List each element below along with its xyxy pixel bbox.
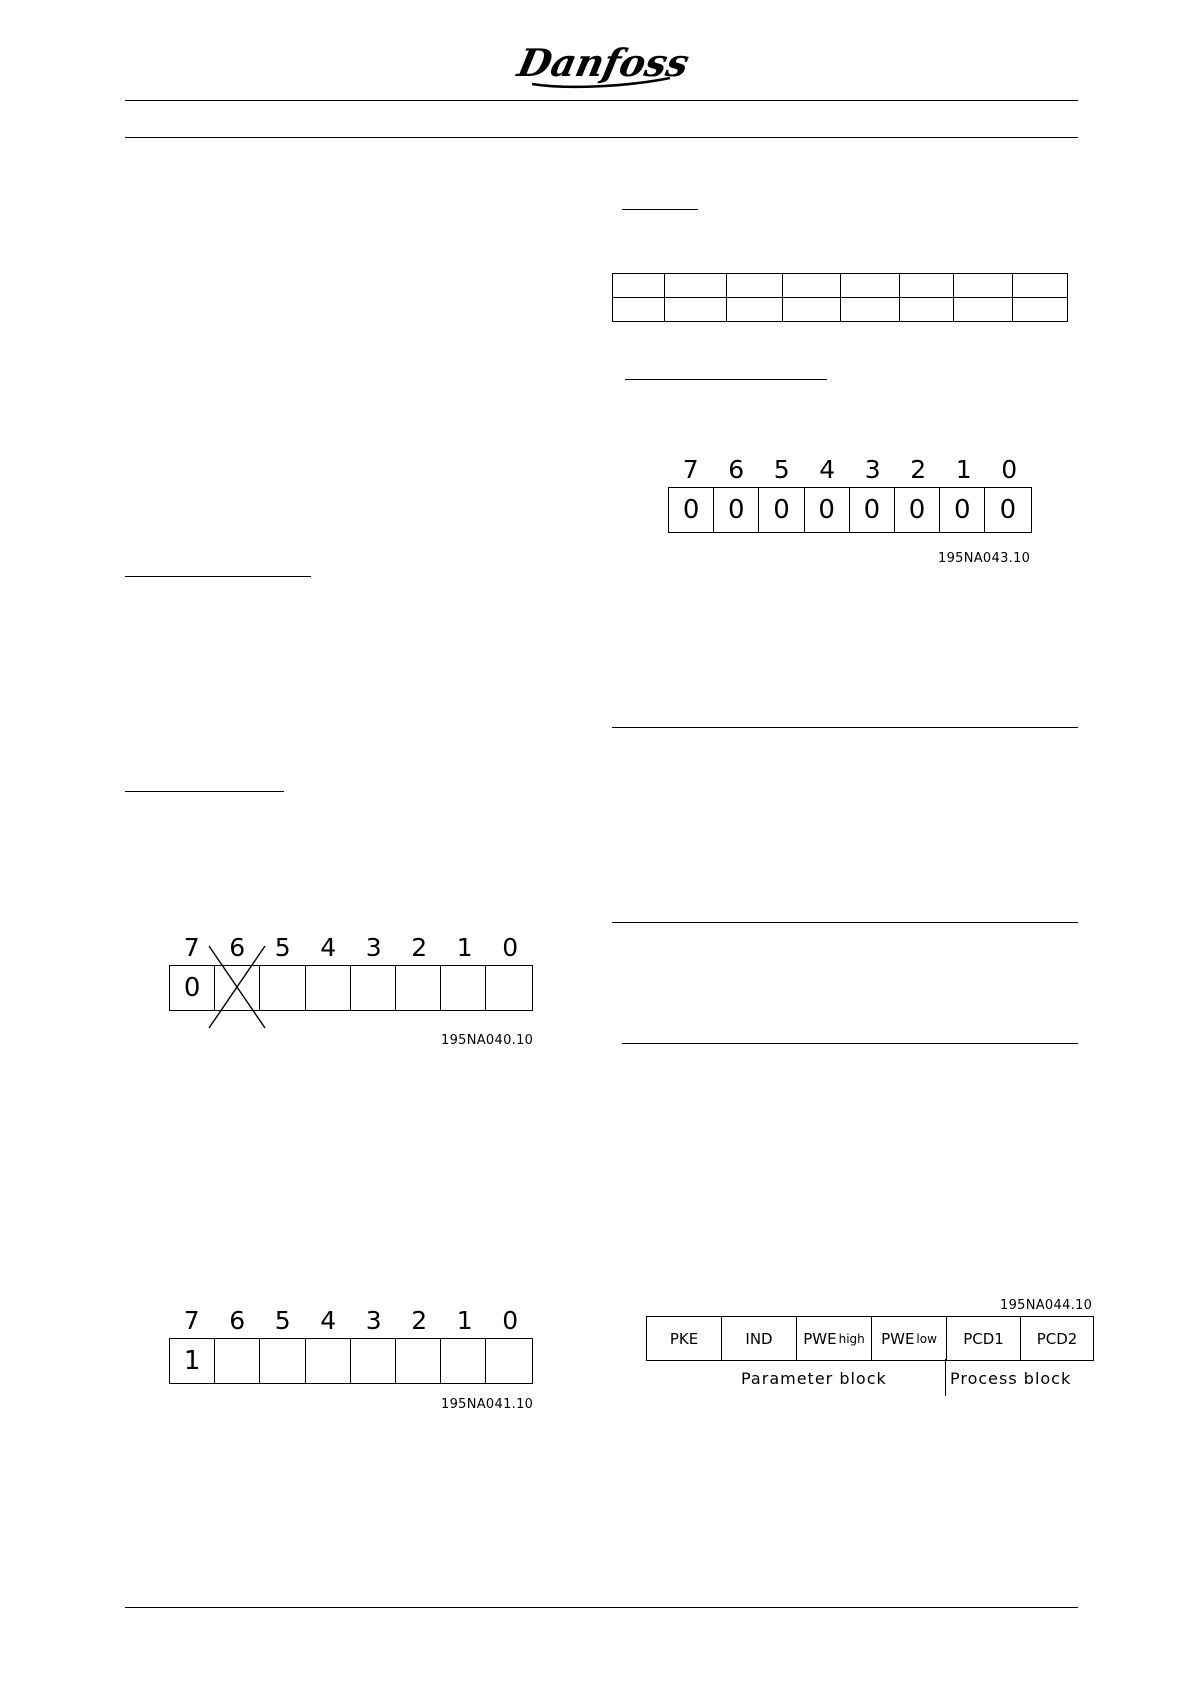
bit-number: 3 xyxy=(365,933,382,962)
bit-cell xyxy=(306,1339,351,1383)
bit-cell: 0 xyxy=(170,966,215,1010)
telegram-cell-pcd1 xyxy=(947,1317,1021,1360)
bit-number: 6 xyxy=(229,1306,246,1335)
block-divider xyxy=(945,1359,946,1396)
cell-sublabel: high xyxy=(838,1331,865,1346)
bit-cell xyxy=(396,1339,441,1383)
bit-diagram-041 xyxy=(169,1306,533,1436)
cell-label: PWE xyxy=(881,1329,915,1348)
footer-rule xyxy=(125,1607,1078,1608)
bit-number: 2 xyxy=(411,1306,428,1335)
cell-label: PCD2 xyxy=(1036,1329,1078,1348)
bit-cell: 0 xyxy=(714,488,759,532)
heading-underline xyxy=(125,576,311,577)
cell-label: PKE xyxy=(669,1329,699,1348)
bit-number: 4 xyxy=(320,933,337,962)
heading-underline xyxy=(622,209,698,210)
bit-cell xyxy=(351,1339,396,1383)
bit-cell xyxy=(486,966,531,1010)
bit-number: 2 xyxy=(910,455,927,484)
bit-cell-crossed xyxy=(215,966,260,1010)
bit-number: 4 xyxy=(819,455,836,484)
bit-cell: 0 xyxy=(669,488,714,532)
cell-label: PWE xyxy=(803,1329,837,1348)
bit-number: 0 xyxy=(502,1306,519,1335)
bit-cell: 0 xyxy=(850,488,895,532)
bit-cell: 0 xyxy=(759,488,804,532)
bit-number: 6 xyxy=(728,455,745,484)
bit-box-row xyxy=(169,965,533,1011)
bit-cell xyxy=(306,966,351,1010)
table-row xyxy=(613,274,1068,298)
bit-number: 7 xyxy=(682,455,699,484)
bit-number: 0 xyxy=(502,933,519,962)
bit-number: 7 xyxy=(183,1306,200,1335)
figure-code: 195NA040.10 xyxy=(441,1033,534,1048)
section-rule xyxy=(612,922,1078,923)
section-rule xyxy=(612,727,1078,728)
bit-diagram-040 xyxy=(169,933,533,1063)
figure-code: 195NA041.10 xyxy=(441,1397,534,1412)
bit-box-row xyxy=(169,1338,533,1384)
bit-number: 1 xyxy=(456,1306,473,1335)
bit-number: 1 xyxy=(955,455,972,484)
svg-text:Danfoss: Danfoss xyxy=(513,41,693,86)
cell-sublabel: low xyxy=(916,1331,937,1346)
blank-table xyxy=(612,273,1068,322)
telegram-cell-pcd2 xyxy=(1021,1317,1093,1360)
parameter-block-label: Parameter block xyxy=(741,1369,887,1388)
header-rule-bottom xyxy=(125,137,1078,138)
cell-label: IND xyxy=(745,1329,773,1348)
bit-number: 3 xyxy=(365,1306,382,1335)
bit-box-row xyxy=(668,487,1032,533)
bit-cell xyxy=(441,1339,486,1383)
bit-number-row xyxy=(668,455,1032,485)
heading-underline xyxy=(625,379,827,380)
bit-diagram-043 xyxy=(668,455,1032,595)
bit-cell: 0 xyxy=(940,488,985,532)
telegram-cell-ind xyxy=(722,1317,797,1360)
bit-cell xyxy=(260,966,305,1010)
process-block-label: Process block xyxy=(950,1369,1072,1388)
cross-mark-icon xyxy=(209,946,267,1030)
header-rule-top xyxy=(125,100,1078,101)
bit-number: 7 xyxy=(183,933,200,962)
bit-number-row xyxy=(169,1306,533,1336)
bit-number: 5 xyxy=(274,1306,291,1335)
bit-cell: 1 xyxy=(170,1339,215,1383)
bit-cell xyxy=(260,1339,305,1383)
bit-cell xyxy=(486,1339,531,1383)
section-rule xyxy=(622,1043,1078,1044)
telegram-cell-pwe-high xyxy=(797,1317,872,1360)
bit-number: 6 xyxy=(229,933,246,962)
telegram-cell-pwe-low xyxy=(872,1317,947,1360)
bit-cell: 0 xyxy=(999,495,1017,525)
figure-code: 195NA043.10 xyxy=(938,551,1031,566)
heading-underline xyxy=(125,791,284,792)
bit-cell: 0 xyxy=(895,488,940,532)
telegram-block-row xyxy=(646,1316,1094,1361)
cell-label: PCD1 xyxy=(963,1329,1004,1348)
figure-code: 195NA044.10 xyxy=(1000,1298,1093,1313)
bit-number: 3 xyxy=(864,455,881,484)
danfoss-logo xyxy=(513,38,693,94)
table-row xyxy=(613,298,1068,322)
bit-cell xyxy=(441,966,486,1010)
bit-cell: 0 xyxy=(805,488,850,532)
bit-number: 5 xyxy=(773,455,790,484)
bit-number: 1 xyxy=(456,933,473,962)
bit-number: 0 xyxy=(1001,455,1018,484)
bit-number: 2 xyxy=(411,933,428,962)
bit-cell xyxy=(351,966,396,1010)
telegram-cell-pke xyxy=(647,1317,722,1360)
bit-number: 4 xyxy=(320,1306,337,1335)
bit-cell xyxy=(215,1339,260,1383)
bit-cell xyxy=(396,966,441,1010)
bit-number: 5 xyxy=(274,933,291,962)
